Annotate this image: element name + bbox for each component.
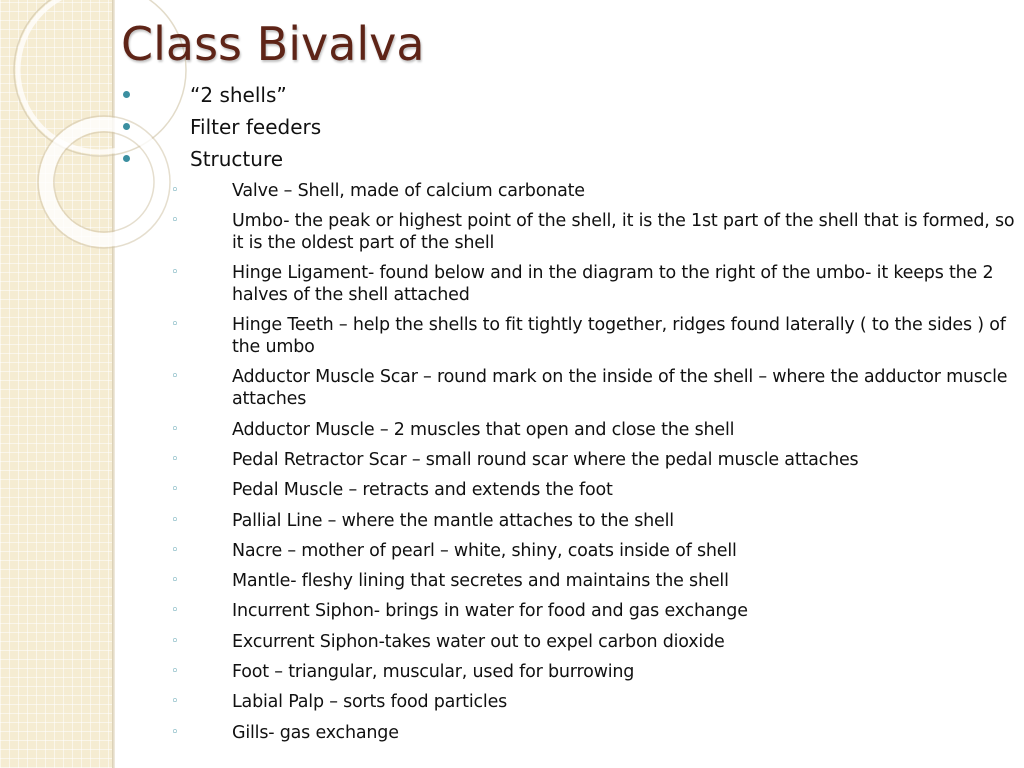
- sub-bullet-text: Adductor Muscle Scar – round mark on the inside of the shell – where the adductor muscle attaches: [232, 367, 1008, 409]
- sub-bullet-text: Umbo- the peak or highest point of the shell, it is the 1st part of the shell that is formed, so it is the oldest part of the shell: [232, 211, 1015, 253]
- sub-bullet-text: Gills- gas exchange: [232, 723, 399, 743]
- sub-bullet-text: Adductor Muscle – 2 muscles that open and close the shell: [232, 420, 735, 440]
- circle-bullet-icon: ◦: [171, 694, 179, 709]
- circle-bullet-icon: ◦: [171, 573, 179, 588]
- sub-bullet-text: Pedal Retractor Scar – small round scar where the pedal muscle attaches: [232, 450, 859, 470]
- circle-bullet-icon: ◦: [171, 265, 179, 280]
- circle-bullet-icon: ◦: [171, 482, 179, 497]
- circle-bullet-icon: ◦: [171, 317, 179, 332]
- sub-bullet-text: Incurrent Siphon- brings in water for food and gas exchange: [232, 601, 748, 621]
- circle-bullet-icon: ◦: [171, 543, 179, 558]
- circle-bullet-icon: ◦: [171, 369, 179, 384]
- bullet-dot-icon: [123, 155, 130, 162]
- sub-bullet-text: Mantle- fleshy lining that secretes and maintains the shell: [232, 571, 729, 591]
- sub-bullet-text: Labial Palp – sorts food particles: [232, 692, 508, 712]
- circle-bullet-icon: ◦: [171, 513, 179, 528]
- sub-bullet-text: Pallial Line – where the mantle attaches to the shell: [232, 511, 674, 531]
- sub-bullet-text: Pedal Muscle – retracts and extends the foot: [232, 480, 613, 500]
- bullet-dot-icon: [123, 91, 130, 98]
- circle-bullet-icon: ◦: [171, 213, 179, 228]
- bullet-text: “2 shells”: [190, 83, 287, 107]
- sub-bullet-text: Valve – Shell, made of calcium carbonate: [232, 181, 585, 201]
- bullet-text: Structure: [190, 147, 284, 171]
- circle-bullet-icon: ◦: [171, 725, 179, 740]
- circle-bullet-icon: ◦: [171, 603, 179, 618]
- slide-title: Class Bivalva: [121, 17, 425, 71]
- sub-bullet-text: Excurrent Siphon-takes water out to expel carbon dioxide: [232, 632, 725, 652]
- bullet-dot-icon: [123, 123, 130, 130]
- circle-bullet-icon: ◦: [171, 452, 179, 467]
- sub-bullet-text: Nacre – mother of pearl – white, shiny, coats inside of shell: [232, 541, 737, 561]
- circle-bullet-icon: ◦: [171, 422, 179, 437]
- sub-bullet-text: Hinge Ligament- found below and in the diagram to the right of the umbo- it keeps the 2 halves of the shell attached: [232, 263, 994, 305]
- sub-bullet-text: Hinge Teeth – help the shells to fit tightly together, ridges found laterally ( to the sides ) of the umbo: [232, 315, 1006, 357]
- bullet-text: Filter feeders: [190, 115, 322, 139]
- circle-bullet-icon: ◦: [171, 634, 179, 649]
- circle-bullet-icon: ◦: [171, 664, 179, 679]
- circle-bullet-icon: ◦: [171, 183, 179, 198]
- sub-bullet-text: Foot – triangular, muscular, used for burrowing: [232, 662, 635, 682]
